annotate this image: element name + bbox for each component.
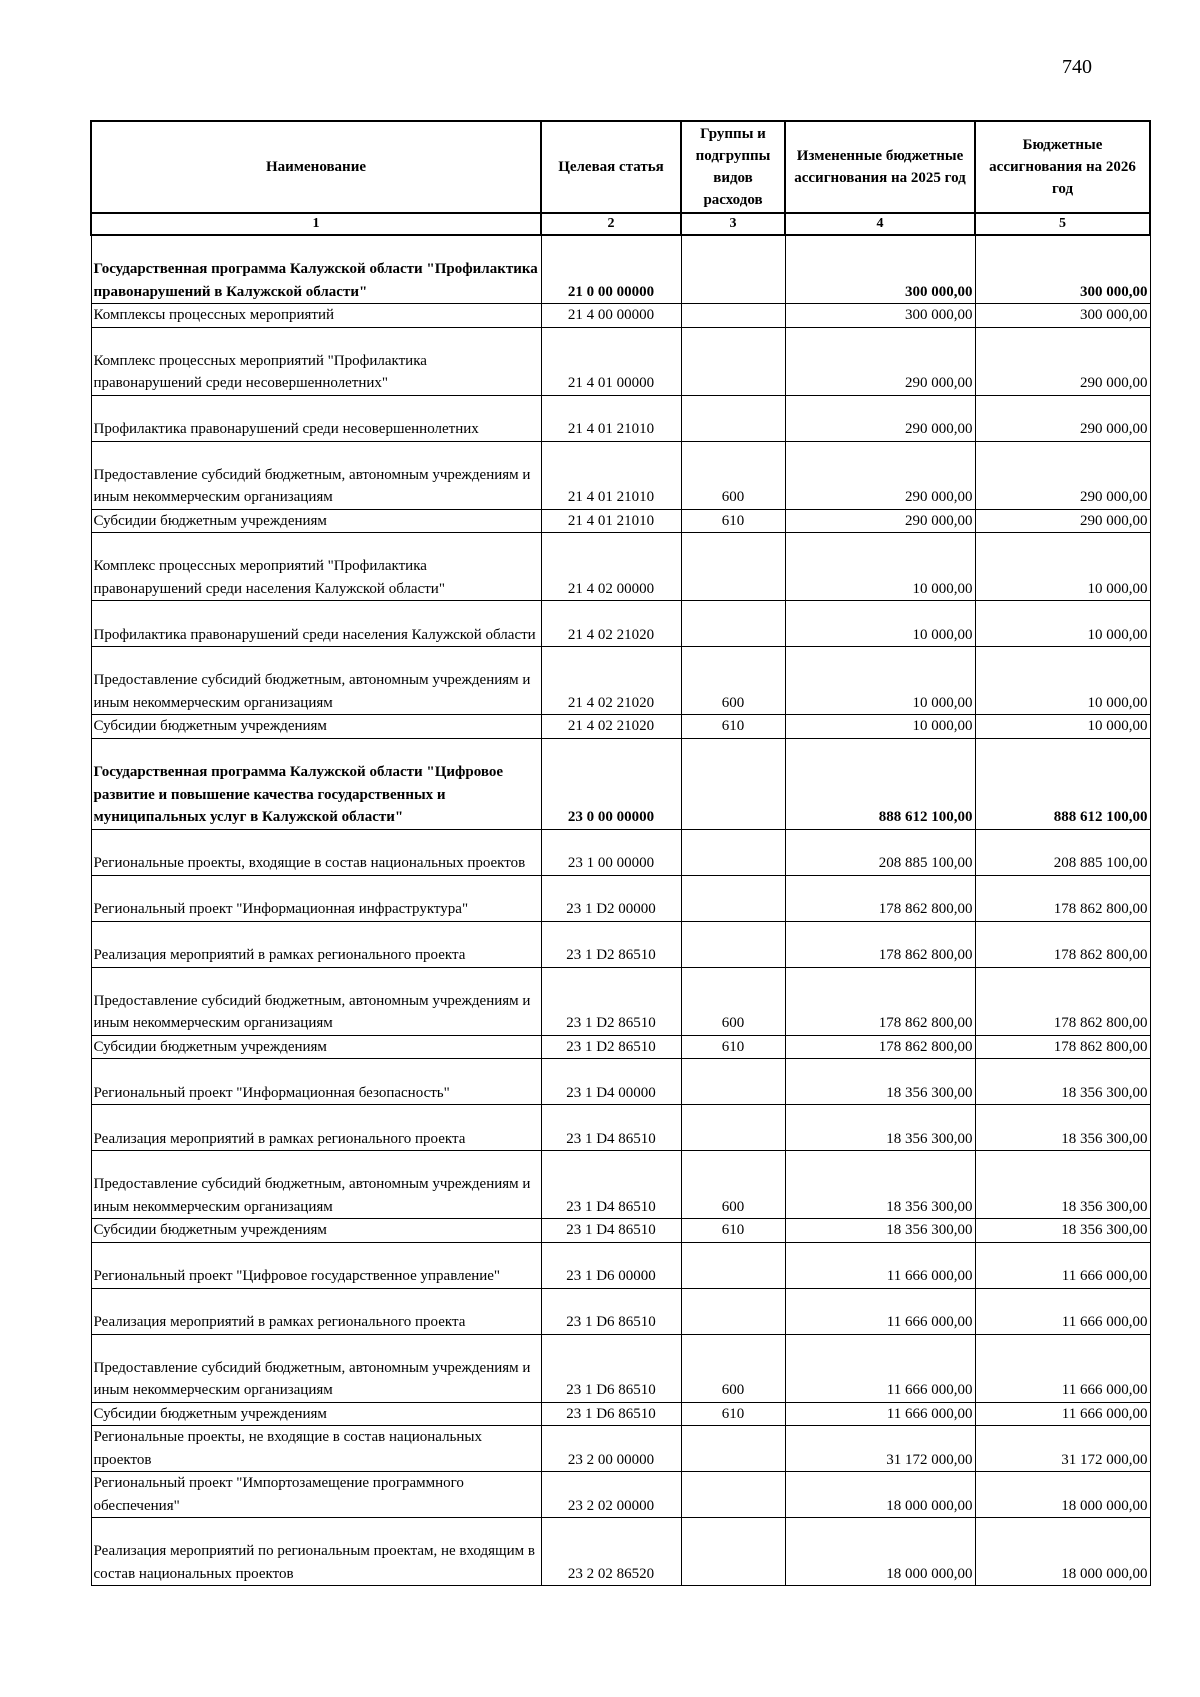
row-group	[681, 1059, 785, 1105]
table-row	[91, 304, 1150, 328]
row-amount-2026: 290 000,00	[975, 509, 1150, 533]
table-row	[91, 1426, 1150, 1472]
row-name: Государственная программа Калужской области "Профилактика правонарушений в Калужской области"	[91, 235, 541, 304]
budget-table	[90, 120, 1151, 1586]
row-amount-2026: 11 666 000,00	[975, 1288, 1150, 1334]
table-row	[91, 647, 1150, 715]
header-col-number: 4	[785, 213, 975, 235]
row-amount-2025: 178 862 800,00	[785, 1035, 975, 1059]
row-amount-2026: 18 000 000,00	[975, 1472, 1150, 1518]
row-amount-2026: 18 356 300,00	[975, 1151, 1150, 1219]
row-amount-2025: 18 356 300,00	[785, 1151, 975, 1219]
header-col-number: 3	[681, 213, 785, 235]
row-group	[681, 601, 785, 647]
table-row	[91, 235, 1150, 304]
row-amount-2025: 300 000,00	[785, 304, 975, 328]
row-group: 600	[681, 647, 785, 715]
row-name: Комплексы процессных мероприятий	[91, 304, 541, 328]
row-group	[681, 1518, 785, 1586]
row-amount-2026: 10 000,00	[975, 715, 1150, 739]
row-group	[681, 235, 785, 304]
row-code: 23 2 00 00000	[541, 1426, 681, 1472]
row-code: 23 1 D4 86510	[541, 1151, 681, 1219]
row-name: Комплекс процессных мероприятий "Профилактика правонарушений среди несовершеннолетних"	[91, 327, 541, 395]
row-amount-2026: 290 000,00	[975, 327, 1150, 395]
table-row	[91, 1472, 1150, 1518]
page-number: 740	[1062, 56, 1092, 78]
header-allocations-2026: Бюджетные ассигнования на 2026 год	[975, 121, 1150, 213]
row-name: Субсидии бюджетным учреждениям	[91, 715, 541, 739]
row-name: Предоставление субсидий бюджетным, автономным учреждениям и иным некоммерческим организациям	[91, 967, 541, 1035]
row-amount-2025: 10 000,00	[785, 533, 975, 601]
row-amount-2025: 290 000,00	[785, 395, 975, 441]
row-amount-2025: 11 666 000,00	[785, 1288, 975, 1334]
row-group	[681, 738, 785, 829]
row-amount-2026: 18 000 000,00	[975, 1518, 1150, 1586]
row-amount-2025: 178 862 800,00	[785, 921, 975, 967]
row-amount-2025: 208 885 100,00	[785, 829, 975, 875]
row-group	[681, 1472, 785, 1518]
row-name: Реализация мероприятий по региональным проектам, не входящим в состав национальных проектов	[91, 1518, 541, 1586]
row-amount-2025: 18 000 000,00	[785, 1472, 975, 1518]
row-code: 21 4 01 21010	[541, 509, 681, 533]
row-amount-2025: 18 356 300,00	[785, 1059, 975, 1105]
row-code: 23 1 D4 86510	[541, 1105, 681, 1151]
header-col-number: 5	[975, 213, 1150, 235]
row-code: 23 1 D2 00000	[541, 875, 681, 921]
row-group	[681, 1242, 785, 1288]
row-group	[681, 395, 785, 441]
table-row	[91, 1288, 1150, 1334]
row-amount-2025: 10 000,00	[785, 601, 975, 647]
row-code: 21 4 01 21010	[541, 441, 681, 509]
header-expense-groups: Группы и подгруппы видов расходов	[681, 121, 785, 213]
table-row	[91, 601, 1150, 647]
row-amount-2025: 18 000 000,00	[785, 1518, 975, 1586]
row-code: 23 1 D6 86510	[541, 1288, 681, 1334]
row-amount-2025: 178 862 800,00	[785, 875, 975, 921]
row-code: 23 1 D4 00000	[541, 1059, 681, 1105]
table-row	[91, 509, 1150, 533]
row-amount-2026: 10 000,00	[975, 601, 1150, 647]
table-row	[91, 1402, 1150, 1426]
row-amount-2025: 11 666 000,00	[785, 1334, 975, 1402]
row-group	[681, 1426, 785, 1472]
row-group: 610	[681, 1035, 785, 1059]
row-amount-2026: 11 666 000,00	[975, 1242, 1150, 1288]
row-amount-2025: 290 000,00	[785, 509, 975, 533]
row-name: Предоставление субсидий бюджетным, автономным учреждениям и иным некоммерческим организациям	[91, 1334, 541, 1402]
row-name: Региональные проекты, входящие в состав национальных проектов	[91, 829, 541, 875]
row-amount-2026: 18 356 300,00	[975, 1219, 1150, 1243]
row-amount-2026: 290 000,00	[975, 395, 1150, 441]
row-amount-2025: 11 666 000,00	[785, 1402, 975, 1426]
row-amount-2025: 11 666 000,00	[785, 1242, 975, 1288]
row-code: 23 1 D6 86510	[541, 1402, 681, 1426]
row-amount-2026: 18 356 300,00	[975, 1105, 1150, 1151]
row-group: 600	[681, 967, 785, 1035]
table-row	[91, 1242, 1150, 1288]
table-header	[91, 121, 1150, 235]
row-name: Субсидии бюджетным учреждениям	[91, 509, 541, 533]
row-group: 600	[681, 1151, 785, 1219]
row-code: 23 1 D2 86510	[541, 967, 681, 1035]
row-name: Предоставление субсидий бюджетным, автономным учреждениям и иным некоммерческим организациям	[91, 441, 541, 509]
row-amount-2025: 290 000,00	[785, 441, 975, 509]
row-name: Профилактика правонарушений среди населения Калужской области	[91, 601, 541, 647]
row-group: 600	[681, 1334, 785, 1402]
row-name: Реализация мероприятий в рамках регионального проекта	[91, 1288, 541, 1334]
row-amount-2026: 290 000,00	[975, 441, 1150, 509]
header-name: Наименование	[91, 121, 541, 213]
row-name: Реализация мероприятий в рамках регионального проекта	[91, 1105, 541, 1151]
row-code: 23 0 00 00000	[541, 738, 681, 829]
header-target-article: Целевая статья	[541, 121, 681, 213]
row-amount-2026: 300 000,00	[975, 304, 1150, 328]
row-code: 21 4 00 00000	[541, 304, 681, 328]
row-amount-2026: 178 862 800,00	[975, 967, 1150, 1035]
header-allocations-2025: Измененные бюджетные ассигнования на 2025 год	[785, 121, 975, 213]
table-row	[91, 1518, 1150, 1586]
row-name: Предоставление субсидий бюджетным, автономным учреждениям и иным некоммерческим организациям	[91, 647, 541, 715]
row-group: 610	[681, 1402, 785, 1426]
row-name: Субсидии бюджетным учреждениям	[91, 1402, 541, 1426]
row-code: 21 4 02 21020	[541, 601, 681, 647]
row-name: Региональный проект "Информационная безопасность"	[91, 1059, 541, 1105]
row-code: 21 4 02 00000	[541, 533, 681, 601]
row-amount-2026: 10 000,00	[975, 647, 1150, 715]
row-amount-2026: 888 612 100,00	[975, 738, 1150, 829]
row-amount-2026: 178 862 800,00	[975, 1035, 1150, 1059]
row-name: Региональный проект "Импортозамещение программного обеспечения"	[91, 1472, 541, 1518]
row-code: 21 4 02 21020	[541, 715, 681, 739]
table-row	[91, 441, 1150, 509]
row-amount-2026: 31 172 000,00	[975, 1426, 1150, 1472]
row-amount-2025: 18 356 300,00	[785, 1219, 975, 1243]
row-name: Региональный проект "Цифровое государственное управление"	[91, 1242, 541, 1288]
row-code: 23 2 02 00000	[541, 1472, 681, 1518]
row-name: Субсидии бюджетным учреждениям	[91, 1219, 541, 1243]
row-group	[681, 304, 785, 328]
table-row	[91, 715, 1150, 739]
row-name: Региональный проект "Информационная инфраструктура"	[91, 875, 541, 921]
row-amount-2025: 10 000,00	[785, 715, 975, 739]
row-group: 600	[681, 441, 785, 509]
row-code: 23 1 D6 00000	[541, 1242, 681, 1288]
row-name: Комплекс процессных мероприятий "Профилактика правонарушений среди населения Калужской области"	[91, 533, 541, 601]
row-group	[681, 327, 785, 395]
table-row	[91, 327, 1150, 395]
row-amount-2026: 10 000,00	[975, 533, 1150, 601]
table-row	[91, 1105, 1150, 1151]
table-row	[91, 829, 1150, 875]
row-code: 21 4 01 21010	[541, 395, 681, 441]
row-group	[681, 829, 785, 875]
row-amount-2026: 178 862 800,00	[975, 875, 1150, 921]
row-amount-2026: 300 000,00	[975, 235, 1150, 304]
header-col-number: 2	[541, 213, 681, 235]
row-amount-2025: 10 000,00	[785, 647, 975, 715]
row-code: 21 4 01 00000	[541, 327, 681, 395]
row-amount-2025: 290 000,00	[785, 327, 975, 395]
row-group: 610	[681, 715, 785, 739]
row-group: 610	[681, 509, 785, 533]
table-row	[91, 1059, 1150, 1105]
row-amount-2026: 208 885 100,00	[975, 829, 1150, 875]
row-amount-2025: 888 612 100,00	[785, 738, 975, 829]
table-row	[91, 1035, 1150, 1059]
row-amount-2025: 300 000,00	[785, 235, 975, 304]
row-name: Региональные проекты, не входящие в состав национальных проектов	[91, 1426, 541, 1472]
table-row	[91, 738, 1150, 829]
table-row	[91, 1334, 1150, 1402]
row-code: 21 4 02 21020	[541, 647, 681, 715]
row-name: Профилактика правонарушений среди несовершеннолетних	[91, 395, 541, 441]
row-group	[681, 533, 785, 601]
row-group	[681, 1288, 785, 1334]
row-code: 23 1 D6 86510	[541, 1334, 681, 1402]
row-group: 610	[681, 1219, 785, 1243]
table-body	[91, 235, 1150, 1586]
row-name: Государственная программа Калужской области "Цифровое развитие и повышение качества государственных и муниципальных услуг в Калужской области"	[91, 738, 541, 829]
table-row	[91, 395, 1150, 441]
row-amount-2025: 31 172 000,00	[785, 1426, 975, 1472]
row-code: 23 1 D2 86510	[541, 921, 681, 967]
table-row	[91, 1219, 1150, 1243]
row-amount-2026: 11 666 000,00	[975, 1402, 1150, 1426]
row-group	[681, 921, 785, 967]
row-amount-2025: 178 862 800,00	[785, 967, 975, 1035]
row-code: 23 1 00 00000	[541, 829, 681, 875]
table-row	[91, 533, 1150, 601]
row-name: Предоставление субсидий бюджетным, автономным учреждениям и иным некоммерческим организациям	[91, 1151, 541, 1219]
row-amount-2026: 178 862 800,00	[975, 921, 1150, 967]
row-code: 23 1 D2 86510	[541, 1035, 681, 1059]
row-amount-2025: 18 356 300,00	[785, 1105, 975, 1151]
row-group	[681, 875, 785, 921]
row-name: Субсидии бюджетным учреждениям	[91, 1035, 541, 1059]
table-row	[91, 921, 1150, 967]
header-col-number: 1	[91, 213, 541, 235]
row-code: 23 1 D4 86510	[541, 1219, 681, 1243]
table-row	[91, 1151, 1150, 1219]
row-code: 21 0 00 00000	[541, 235, 681, 304]
row-code: 23 2 02 86520	[541, 1518, 681, 1586]
row-name: Реализация мероприятий в рамках регионального проекта	[91, 921, 541, 967]
table-row	[91, 875, 1150, 921]
row-amount-2026: 11 666 000,00	[975, 1334, 1150, 1402]
row-amount-2026: 18 356 300,00	[975, 1059, 1150, 1105]
table-row	[91, 967, 1150, 1035]
row-group	[681, 1105, 785, 1151]
